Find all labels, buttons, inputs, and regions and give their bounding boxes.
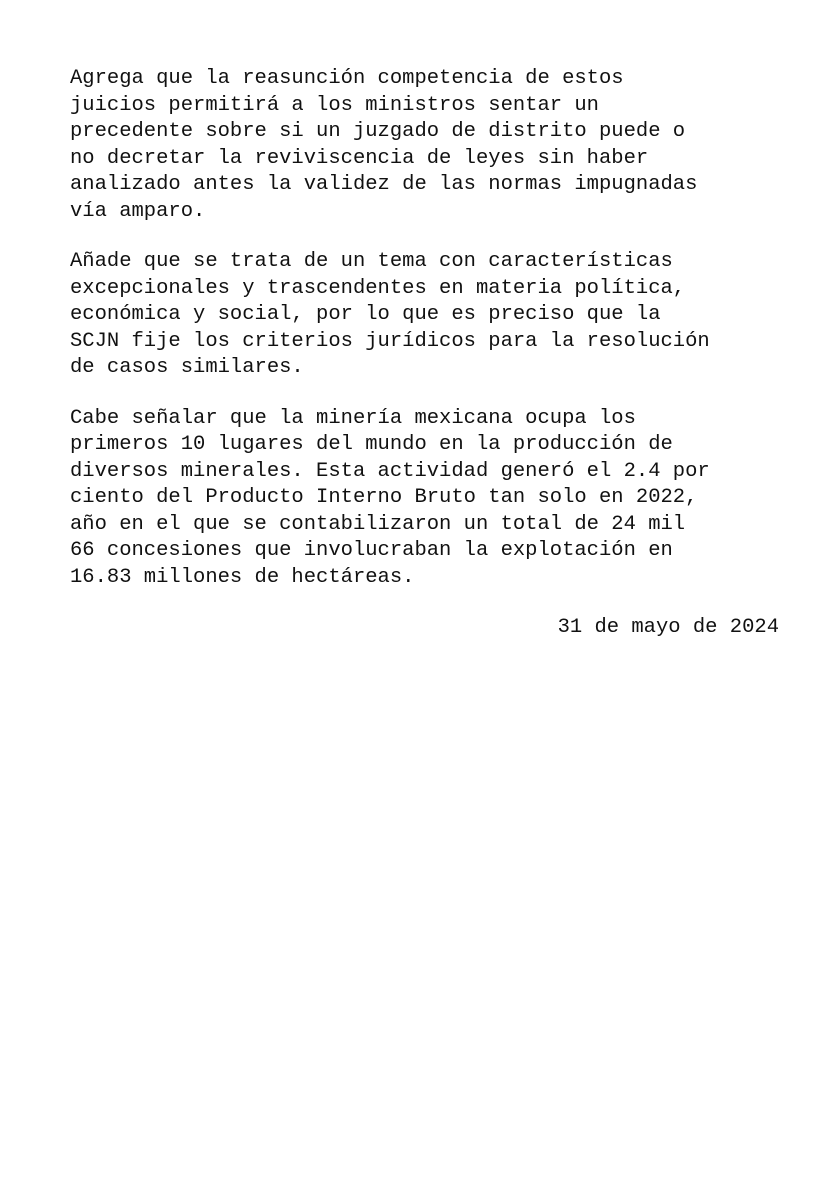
paragraph-line: primeros 10 lugares del mundo en la producción de xyxy=(70,433,673,456)
paragraph-line: no decretar la reviviscencia de leyes sin haber xyxy=(70,146,649,170)
paragraph-line: precedente sobre si un juzgado de distrito puede o xyxy=(70,120,686,143)
document-body xyxy=(70,66,790,642)
paragraph-line: 16.83 millones de hectáreas. xyxy=(70,565,415,589)
paragraph-line: ciento del Producto Interno Bruto tan solo en 2022, xyxy=(70,486,698,509)
paragraph-line: Cabe señalar que la minería mexicana ocupa los xyxy=(70,406,636,430)
paragraph-3 xyxy=(70,406,790,592)
paragraph-line: Añade que se trata de un tema con características xyxy=(70,250,673,273)
paragraph-2 xyxy=(70,249,790,382)
paragraph-line: vía amparo. xyxy=(70,199,206,223)
paragraph-line: Agrega que la reasunción competencia de estos xyxy=(70,67,624,90)
paragraph-line: juicios permitirá a los ministros sentar un xyxy=(70,93,599,117)
document-date: 31 de mayo de 2024 xyxy=(557,616,779,639)
paragraph-line: diversos minerales. Esta actividad generó el 2.4 por xyxy=(70,459,710,483)
paragraph-line: SCJN fije los criterios jurídicos para la resolución xyxy=(70,329,710,353)
paragraph-line: económica y social, por lo que es preciso que la xyxy=(70,303,661,326)
paragraph-line: excepcionales y trascendentes en materia política, xyxy=(70,276,686,300)
paragraph-line: analizado antes la validez de las normas impugnadas xyxy=(70,173,698,196)
paragraph-1 xyxy=(70,66,790,225)
paragraph-line: 66 concesiones que involucraban la explotación en xyxy=(70,539,673,562)
paragraph-line: de casos similares. xyxy=(70,356,304,379)
paragraph-line: año en el que se contabilizaron un total de 24 mil xyxy=(70,512,686,536)
